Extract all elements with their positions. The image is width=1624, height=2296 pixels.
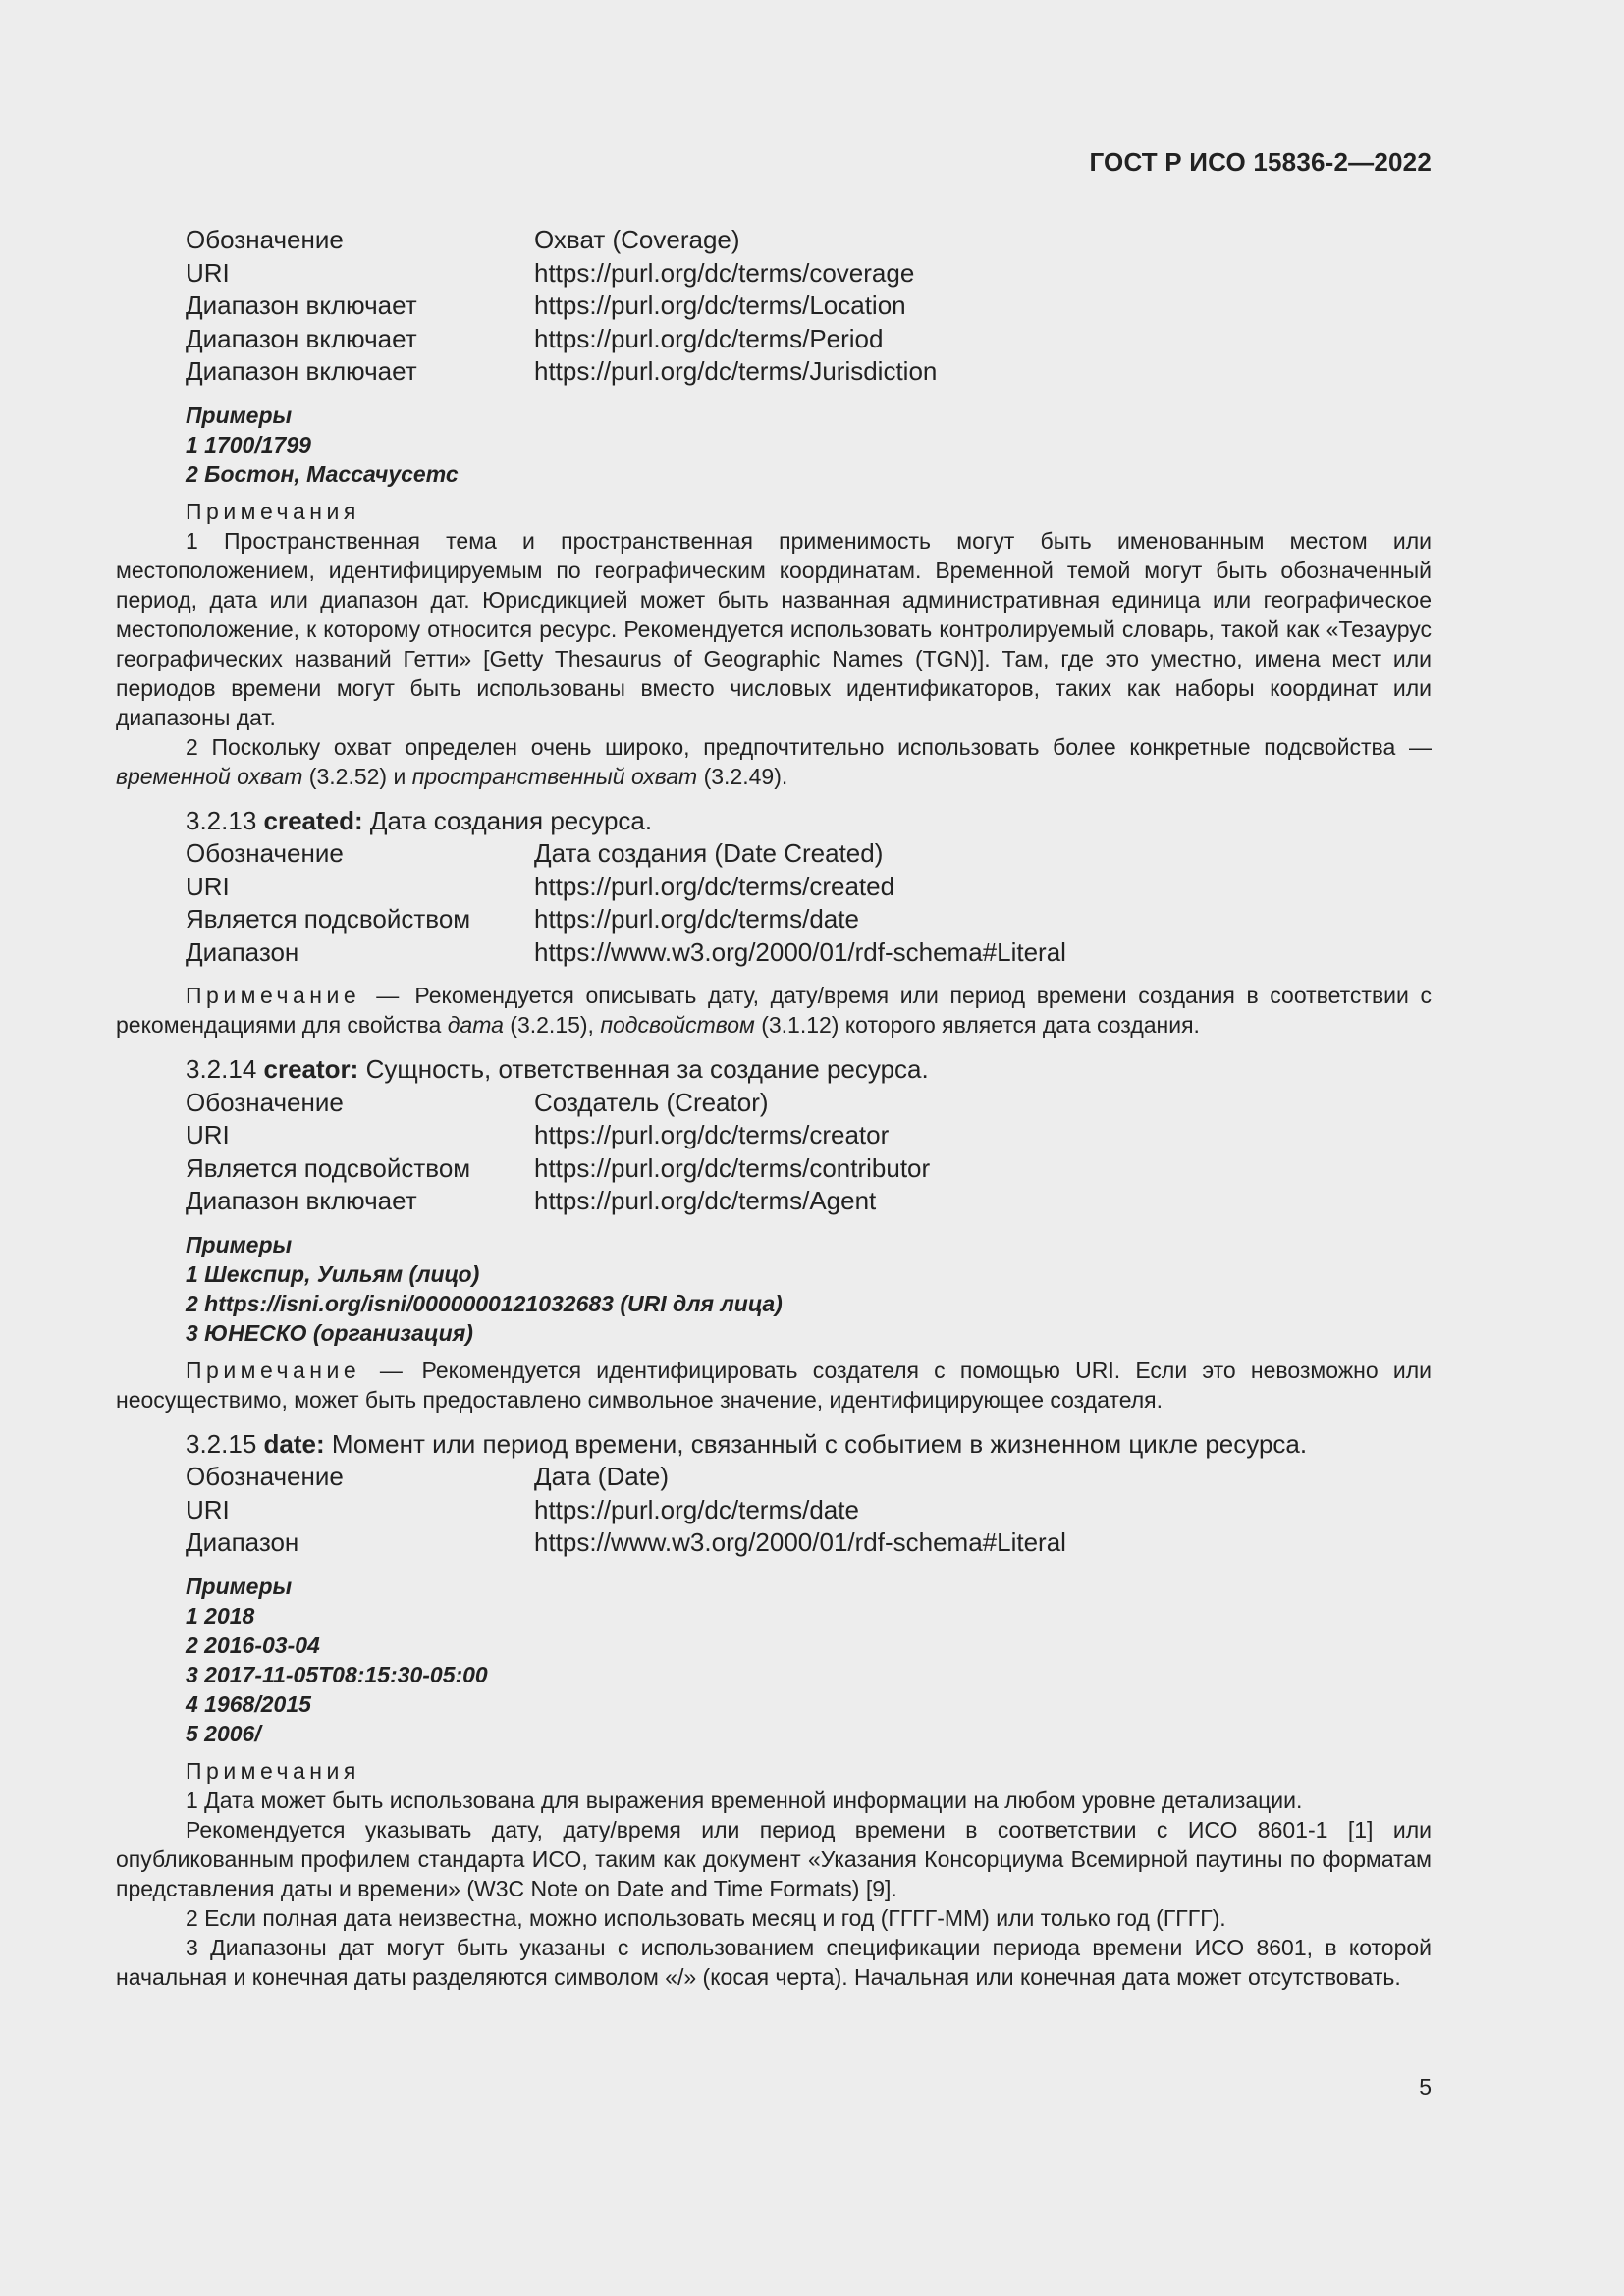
creator-table bbox=[116, 1087, 1432, 1218]
examples-title: Примеры bbox=[186, 1573, 293, 1599]
table-row: Диапазон включает https://purl.org/dc/terms/Jurisdiction bbox=[186, 356, 938, 386]
term-definition: 3.2.15 date: Момент или период времени, связанный с событием в жизненном цикле ресурса. bbox=[186, 1428, 1308, 1459]
table-row: Диапазон https://www.w3.org/2000/01/rdf-schema#Literal bbox=[186, 1527, 1066, 1557]
table-row: Обозначение Дата (Date) bbox=[186, 1462, 670, 1491]
examples-title: Примеры bbox=[186, 1231, 293, 1257]
note-paragraph: Рекомендуется указывать дату, дату/время или период времени в соответствии с ИСО 8601-1 [1] или опубликованным профилем стандарта ИСО, таким как документ «Указания Консорциума Всемирной паутины по форматам представления даты и времени» (W3C Note on Date and Time Formats) [9]. bbox=[116, 1816, 1432, 1901]
table-row: URI https://purl.org/dc/terms/coverage bbox=[186, 257, 915, 288]
note-paragraph: 3 Диапазоны дат могут быть указаны с использованием спецификации периода времени ИСО 8601, в которой начальная и конечная даты разделяются символом «/» (косая черта). Начальная или конечная дата может отсутствовать. bbox=[116, 1934, 1432, 1990]
table-row: Обозначение Создатель (Creator) bbox=[186, 1087, 769, 1117]
page-content bbox=[116, 224, 1432, 1992]
example-item: 1 1700/1799 bbox=[186, 431, 311, 457]
table-row: Диапазон включает https://purl.org/dc/terms/Agent bbox=[186, 1186, 877, 1215]
example-item: 4 1968/2015 bbox=[186, 1690, 311, 1717]
table-row: Обозначение Охват (Coverage) bbox=[186, 225, 740, 254]
table-row: URI https://purl.org/dc/terms/created bbox=[186, 871, 895, 901]
note-paragraph: 2 Поскольку охват определен очень широко, предпочтительно использовать более конкретные подсвойства — временной охват (3.2.52) и пространственный охват (3.2.49). bbox=[116, 733, 1432, 789]
term-definition: 3.2.14 creator: Сущность, ответственная за создание ресурса. bbox=[186, 1054, 929, 1084]
table-row: Диапазон включает https://purl.org/dc/terms/Location bbox=[186, 291, 906, 320]
example-item: 3 2017-11-05T08:15:30-05:00 bbox=[186, 1661, 488, 1687]
table-row: Является подсвойством https://purl.org/dc/terms/contributor bbox=[186, 1152, 931, 1183]
notes-title: Примечания bbox=[186, 498, 360, 524]
coverage-examples bbox=[116, 400, 1432, 489]
example-item: 2 2016-03-04 bbox=[186, 1631, 320, 1658]
table-row: URI https://purl.org/dc/terms/creator bbox=[186, 1120, 890, 1149]
date-table bbox=[116, 1461, 1432, 1560]
note-paragraph: Примечание — Рекомендуется идентифицировать создателя с помощью URI. Если это невозможно или неосуществимо, может быть предоставлено символьное значение, идентифицирующее создателя. bbox=[116, 1357, 1432, 1413]
examples-title: Примеры bbox=[186, 401, 293, 428]
table-row: URI https://purl.org/dc/terms/date bbox=[186, 1494, 859, 1524]
note-paragraph: 2 Если полная дата неизвестна, можно использовать месяц и год (ГГГГ-ММ) или только год (ГГГГ). bbox=[186, 1904, 1226, 1931]
created-table bbox=[116, 837, 1432, 969]
date-examples bbox=[116, 1572, 1432, 1748]
table-row: Диапазон включает https://purl.org/dc/terms/Period bbox=[186, 323, 884, 353]
example-item: 5 2006/ bbox=[186, 1720, 261, 1746]
document-header: ГОСТ Р ИСО 15836-2—2022 bbox=[1089, 147, 1432, 177]
coverage-table bbox=[116, 224, 1432, 389]
table-row: Обозначение Дата создания (Date Created) bbox=[186, 838, 884, 868]
table-row: Диапазон https://www.w3.org/2000/01/rdf-schema#Literal bbox=[186, 936, 1066, 967]
note-paragraph: Примечание — Рекомендуется описывать дату, дату/время или период времени создания в соответствии с рекомендациями для свойства дата (3.2.15), подсвойством (3.1.12) которого является дата создания. bbox=[116, 983, 1432, 1038]
note-paragraph: 1 Дата может быть использована для выражения временной информации на любом уровне детализации. bbox=[186, 1787, 1303, 1813]
note-paragraph: 1 Пространственная тема и пространственная применимость могут быть именованным местом или местоположением, идентифицируемым по географическим координатам. Временной темой могут быть обозначенный период, дата или диапазон дат. Юрисдикцией может быть названная административная единица или географическое местоположение, к которому относится ресурс. Рекомендуется использовать контролируемый словарь, такой как «Тезаурус географических названий Гетти» [Getty Thesaurus of Geographic Names (TGN)]. Там, где это уместно, имена мест или периодов времени могут быть использованы вместо числовых идентификаторов, таких как наборы координат или диапазоны дат. bbox=[116, 527, 1432, 730]
example-item: 2 https://isni.org/isni/0000000121032683 (URI для лица) bbox=[186, 1290, 783, 1316]
example-item: 1 Шекспир, Уильям (лицо) bbox=[186, 1260, 480, 1287]
notes-title: Примечания bbox=[186, 1757, 360, 1784]
term-definition: 3.2.13 created: Дата создания ресурса. bbox=[186, 805, 653, 835]
example-item: 3 ЮНЕСКО (организация) bbox=[186, 1319, 473, 1346]
table-row: Является подсвойством https://purl.org/dc/terms/date bbox=[186, 904, 859, 934]
example-item: 1 2018 bbox=[186, 1602, 255, 1629]
creator-examples bbox=[116, 1230, 1432, 1348]
page-number: 5 bbox=[1419, 2074, 1432, 2100]
example-item: 2 Бостон, Массачусетс bbox=[186, 460, 459, 487]
